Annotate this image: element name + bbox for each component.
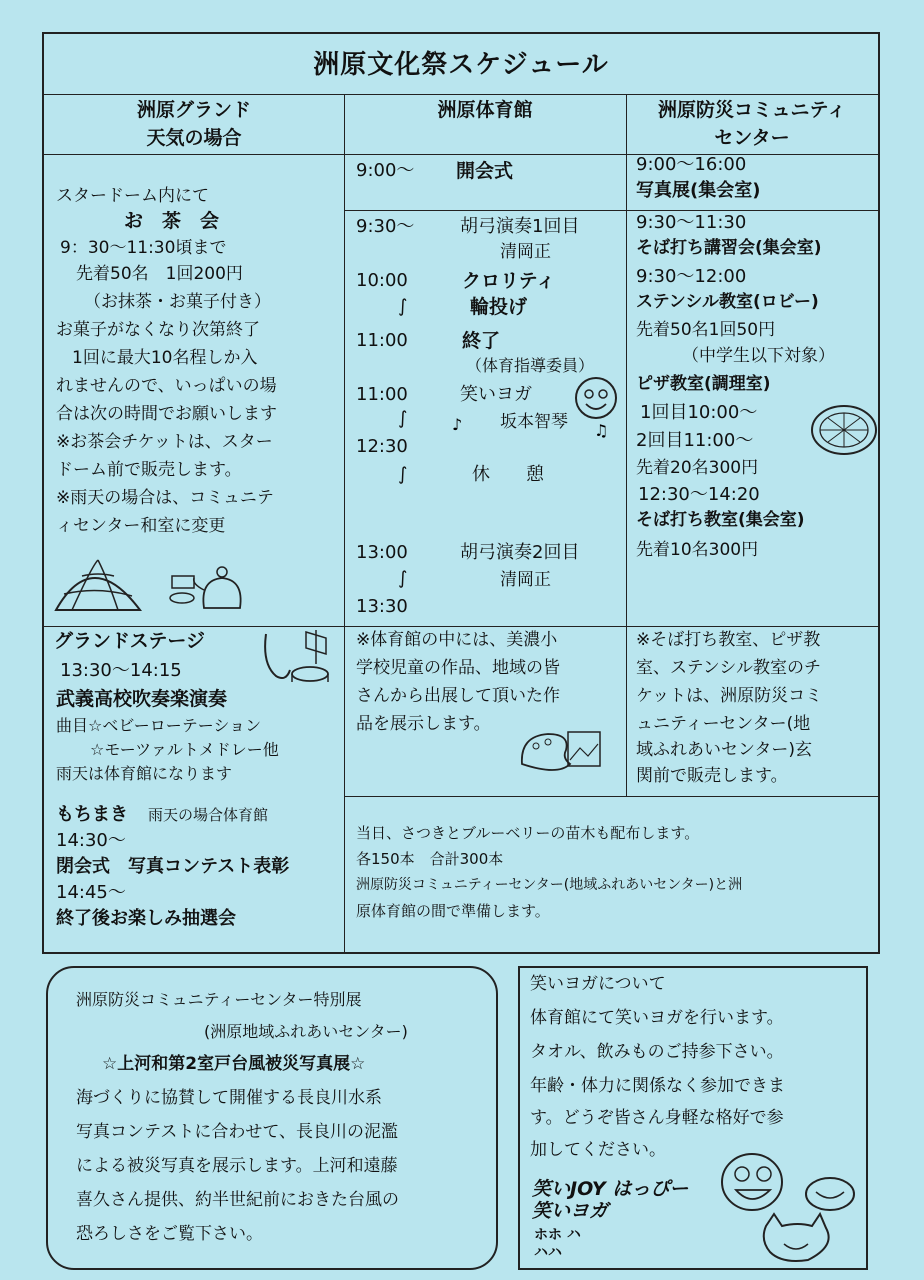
yoga-laugh: ホホ ハハハ (534, 1227, 581, 1261)
lottery-label: 終了後お楽しみ抽選会 (56, 908, 236, 929)
c2-event: クロリティ (462, 270, 556, 292)
c2-event: 笑いヨガ (460, 384, 532, 405)
c3-event: そば打ち講習会(集会室) (636, 238, 822, 258)
header-gym-label: 洲原体育館 (437, 99, 533, 121)
pizza-icon (806, 400, 880, 460)
c1-line: 9：30～11:30頃まで (60, 238, 227, 258)
schedule-title: 洲原文化祭スケジュール (313, 50, 609, 80)
rule-title (44, 94, 878, 95)
c2-range-mark: ∫ (398, 464, 408, 485)
c2-performer: 清岡正 (500, 570, 551, 590)
seedling-line: 当日、さつきとブルーベリーの苗木も配布します。 (356, 824, 700, 842)
stage-song: 曲目☆ベビーローテーション (56, 716, 262, 735)
exhibit-name: ☆上河和第2室戸台風被災写真展☆ (102, 1054, 366, 1074)
c1-line: スタードーム内にて (56, 186, 209, 206)
smiley-music-illustration (438, 372, 624, 444)
c2-event: 休 憩 (472, 464, 544, 485)
closing-time: 14:30～ (56, 830, 126, 851)
rule-opening (344, 210, 878, 211)
c2-time: 13:00 (356, 542, 408, 563)
c3-detail: （中学生以下対象） (682, 346, 835, 366)
c2-note: （体育指導委員） (466, 356, 595, 375)
c1-line: 合は次の時間でお願いします (56, 404, 277, 424)
c2-performer: 清岡正 (500, 242, 551, 262)
mochi-rain: 雨天の場合体育館 (148, 806, 269, 824)
rule-col2 (626, 94, 627, 796)
c1-line: （お抹茶・お菓子付き） (84, 292, 271, 312)
c1-line: ※お茶会チケットは、スター (56, 432, 273, 452)
svg-text:♪: ♪ (452, 415, 463, 434)
c1-line-tea: お 茶 会 (124, 210, 220, 232)
center-note-line: ケットは、洲原防災コミ (636, 686, 823, 706)
rule-notes (344, 796, 878, 797)
header-gym (344, 96, 626, 124)
yoga-line: 年齢・体力に関係なく参加できま (530, 1076, 785, 1096)
rule-header (44, 154, 878, 155)
gym-note-line: 学校児童の作品、地域の皆 (356, 658, 560, 678)
stage-rain: 雨天は体育館になります (56, 764, 233, 783)
c2-performer: 坂本智琴 (500, 412, 568, 432)
c2-opening-time: 9:00～ (356, 160, 415, 181)
gym-note-line: 品を展示します。 (356, 714, 491, 734)
exhibit-line: 喜久さん提供、約半世紀前におきた台風の (76, 1190, 399, 1210)
c3-detail: 先着10名300円 (636, 540, 759, 560)
center-note-line: ※そば打ち教室、ピザ教 (636, 630, 821, 650)
c2-time: 9:30～ (356, 216, 415, 237)
svg-text:♫: ♫ (594, 421, 609, 440)
center-note-line: ュニティーセンター(地 (636, 714, 811, 734)
c2-range-mark: ∫ (398, 296, 408, 317)
c3-time: 9:30～12:00 (636, 266, 747, 287)
center-note-line: 室、ステンシル教室のチ (636, 658, 821, 678)
c2-event: 輪投げ (470, 296, 528, 318)
c3-time: 12:30～14:20 (638, 484, 760, 505)
gym-note-line: さんから出展して頂いた作 (356, 686, 560, 706)
exhibit-line: 海づくりに協賛して開催する長良川水系 (76, 1088, 382, 1108)
mochi-label: もちまき (56, 804, 128, 825)
c2-time: 10:00 (356, 270, 408, 291)
c2-event: 胡弓演奏1回目 (460, 216, 580, 237)
header-center-line1: 洲原防災コミュニティ (657, 99, 847, 121)
instruments-illustration (256, 624, 340, 688)
header-grand (44, 96, 344, 152)
palette-illustration (518, 724, 606, 776)
yoga-line: す。どうぞ皆さん身軽な格好で参 (530, 1108, 784, 1128)
c1-line: れませんので、いっぱいの場 (56, 376, 277, 396)
c1-line: お菓子がなくなり次第終了 (56, 320, 260, 340)
closing-label: 閉会式 写真コンテスト表彰 (56, 856, 290, 877)
c2-time: 11:00 (356, 384, 408, 405)
exhibit-title: 洲原防災コミュニティーセンター特別展 (76, 990, 362, 1009)
c2-opening-label: 開会式 (456, 160, 514, 182)
c1-line: ィセンター和室に変更 (56, 516, 226, 536)
yoga-line: タオル、飲みものご持参下さい。 (530, 1042, 784, 1062)
exhibit-subtitle: (洲原地域ふれあいセンター) (204, 1022, 408, 1041)
header-grand-line2: 天気の場合 (146, 127, 242, 149)
lottery-time: 14:45～ (56, 882, 126, 903)
header-center (626, 96, 878, 152)
c3-detail: 1回目10:00～ (640, 402, 758, 423)
c2-range-mark: ∫ (398, 568, 408, 589)
c1-line: 先着50名 1回200円 (76, 264, 243, 284)
c1-line: ドーム前で販売します。 (56, 460, 242, 480)
header-grand-line1: 洲原グランド (136, 99, 251, 121)
c3-event: 写真展(集会室) (636, 180, 761, 201)
c3-event: そば打ち教室(集会室) (636, 510, 805, 530)
seedling-line: 各150本 合計300本 (356, 850, 504, 868)
seedling-line: 洲原防災コミュニティーセンター(地域ふれあいセンター)と洲 (356, 877, 743, 893)
gym-note-line: ※体育館の中には、美濃小 (356, 630, 558, 650)
rule-stage (44, 626, 878, 627)
c3-detail: 先着50名1回50円 (636, 320, 776, 340)
c2-range-mark: ∫ (398, 408, 408, 429)
c1-line: 1回に最大10名程しか入 (72, 348, 258, 368)
yoga-line: 加してください。 (530, 1140, 666, 1160)
stage-time: 13:30～14:15 (60, 660, 182, 681)
c2-time: 11:00 (356, 330, 408, 351)
center-note-line: 域ふれあいセンター)玄 (636, 740, 812, 760)
header-center-line2: センター (714, 127, 790, 149)
stage-title: グランドステージ (54, 630, 206, 652)
c3-event: ステンシル教室(ロビー) (636, 292, 819, 312)
yoga-line: 体育館にて笑いヨガを行います。 (530, 1008, 784, 1028)
center-note-line: 関前で販売します。 (636, 766, 788, 786)
c1-line: ※雨天の場合は、コミュニテ (56, 488, 274, 508)
exhibit-line: 写真コンテストに合わせて、長良川の泥濫 (76, 1122, 398, 1142)
c2-time: 13:30 (356, 596, 408, 617)
c3-event: ピザ教室(調理室) (636, 374, 771, 394)
c3-detail: 先着20名300円 (636, 458, 759, 478)
yoga-handwriting: 笑いJOY はっぴー 笑いヨガ (532, 1178, 689, 1222)
exhibit-line: による被災写真を展示します。上河和遠藤 (76, 1156, 398, 1176)
c2-time: 12:30 (356, 436, 408, 457)
exhibit-line: 恐ろしさをご覧下さい。 (76, 1224, 263, 1244)
rule-col1 (344, 94, 345, 952)
c3-detail: 2回目11:00～ (636, 430, 754, 451)
stage-song: ☆モーツァルトメドレー他 (90, 740, 279, 759)
c2-event: 終了 (462, 330, 501, 352)
dome-tea-illustration (52, 550, 252, 616)
c3-time: 9:30～11:30 (636, 212, 747, 233)
stage-event: 武義高校吹奏楽演奏 (56, 688, 228, 710)
yoga-title: 笑いヨガについて (530, 974, 666, 994)
seedling-line: 原体育館の間で準備します。 (356, 902, 550, 920)
laughing-faces-illustration (712, 1142, 862, 1266)
c3-time: 9:00～16:00 (636, 154, 747, 175)
c2-event: 胡弓演奏2回目 (460, 542, 580, 563)
